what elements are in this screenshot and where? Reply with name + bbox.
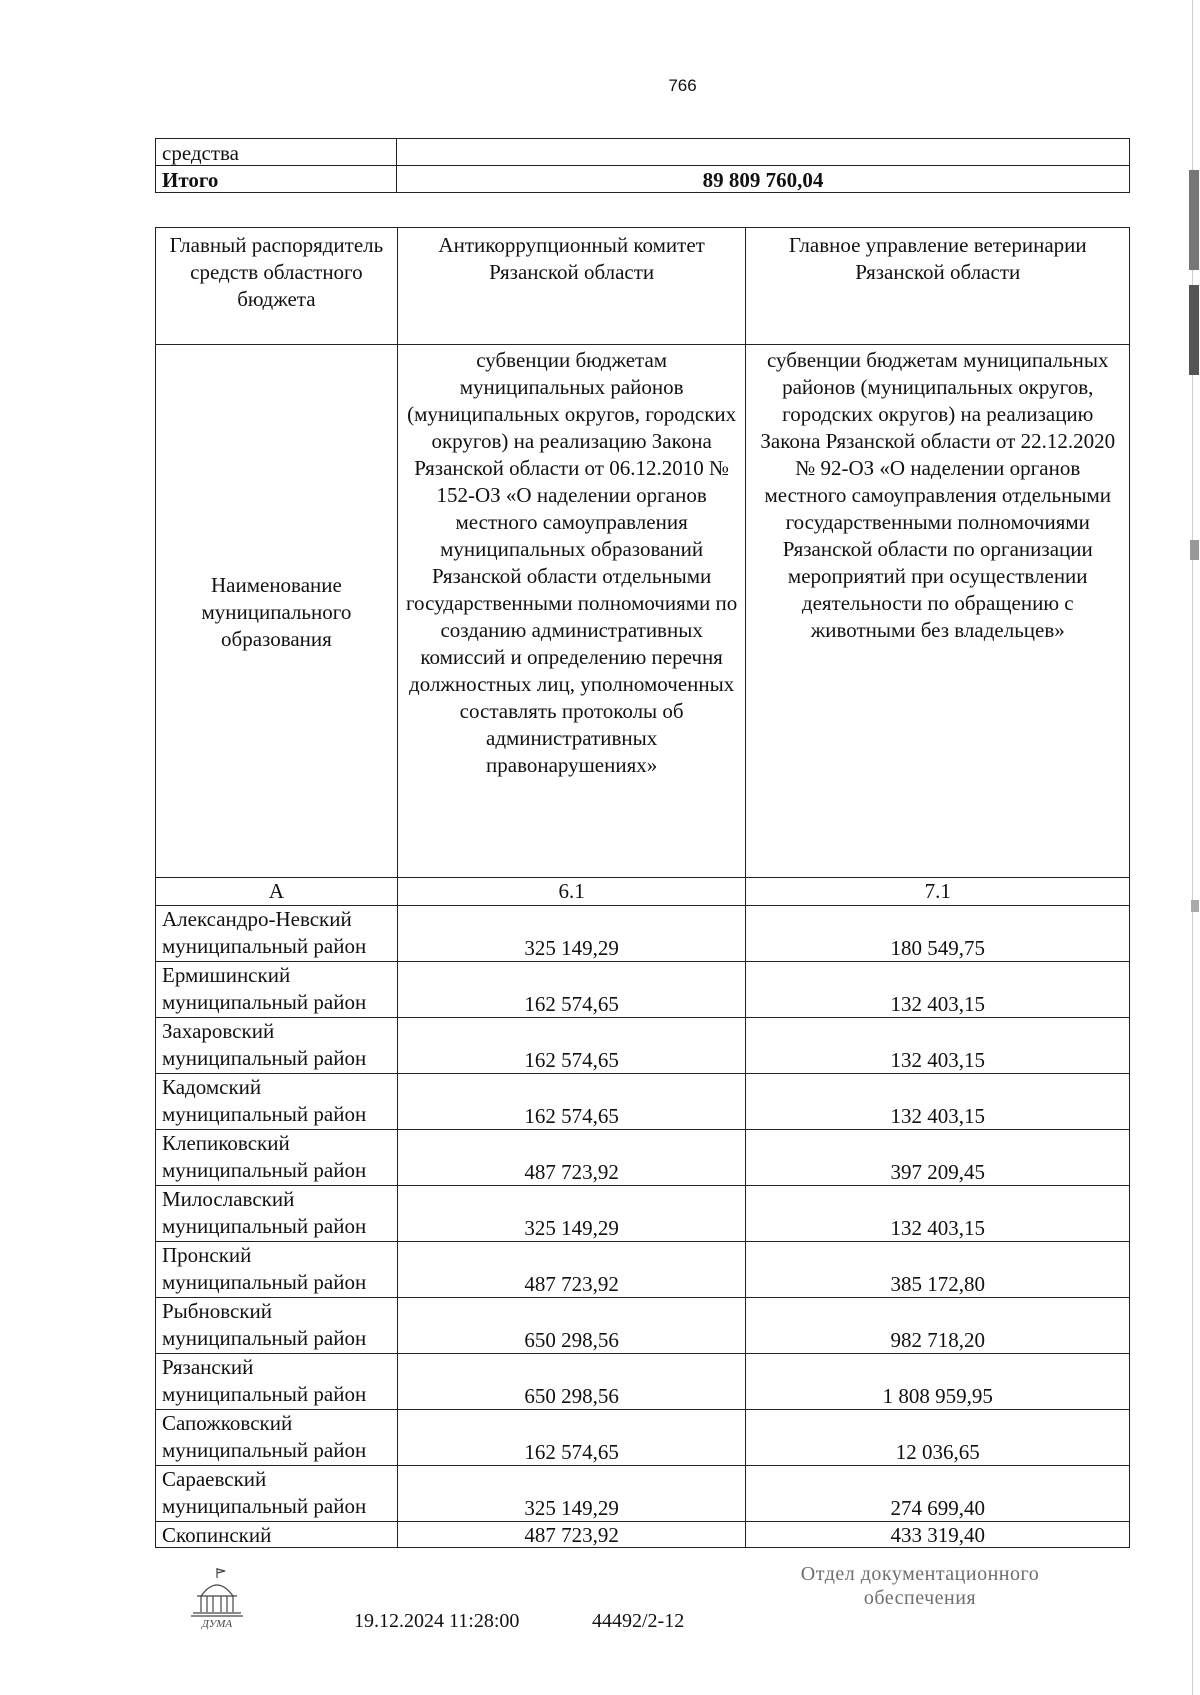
municipality-name — [156, 1130, 398, 1186]
header-veterinary-department: Главное управление ветеринарии Рязанской области — [746, 228, 1130, 345]
amount-7-1: 12 036,65 — [746, 1410, 1130, 1466]
amount-7-1: 132 403,15 — [746, 1074, 1130, 1130]
amount-7-1: 274 699,40 — [746, 1466, 1130, 1522]
table-row — [156, 1130, 1130, 1186]
header-anticorruption-committee: Антикоррупционный комитет Рязанской области — [397, 228, 746, 345]
municipality-name-line1: Сараевский — [162, 1467, 267, 1491]
municipality-name — [156, 1354, 398, 1410]
municipality-name — [156, 906, 398, 962]
department-stamp — [770, 1562, 1070, 1610]
municipality-name-line2: муниципальный район — [162, 1214, 367, 1238]
municipality-name — [156, 1242, 398, 1298]
amount-6-1: 487 723,92 — [397, 1522, 746, 1548]
table-row — [156, 1298, 1130, 1354]
municipality-name-line1: Захаровский — [162, 1019, 275, 1043]
municipality-name-line1: Клепиковский — [162, 1131, 290, 1155]
table-row — [156, 962, 1130, 1018]
municipality-name-line1: Ермишинский — [162, 963, 291, 987]
top-row-funds — [156, 139, 1130, 166]
amount-6-1: 325 149,29 — [397, 906, 746, 962]
municipality-name-line1: Милославский — [162, 1187, 295, 1211]
municipality-name-line2: муниципальный район — [162, 934, 367, 958]
amount-6-1: 162 574,65 — [397, 1074, 746, 1130]
table-row — [156, 1242, 1130, 1298]
top-row-funds-value — [397, 139, 1130, 166]
column-index-7-1: 7.1 — [746, 878, 1130, 906]
amount-7-1: 385 172,80 — [746, 1242, 1130, 1298]
table-row — [156, 1466, 1130, 1522]
municipality-name-line2: муниципальный район — [162, 1438, 367, 1462]
amount-6-1: 162 574,65 — [397, 1018, 746, 1074]
municipality-name-line1: Кадомский — [162, 1075, 262, 1099]
amount-6-1: 325 149,29 — [397, 1466, 746, 1522]
top-row-funds-label: средства — [156, 139, 397, 166]
amount-7-1: 1 808 959,95 — [746, 1354, 1130, 1410]
total-label: Итого — [156, 166, 397, 193]
municipality-name-line2: муниципальный район — [162, 1046, 367, 1070]
amount-7-1: 982 718,20 — [746, 1298, 1130, 1354]
municipality-name-line1: Рыбновский — [162, 1299, 273, 1323]
column-index-a: А — [156, 878, 398, 906]
municipality-name — [156, 1074, 398, 1130]
municipality-name-line2: муниципальный район — [162, 990, 367, 1014]
top-table — [155, 138, 1130, 193]
amount-7-1: 132 403,15 — [746, 1018, 1130, 1074]
table-row — [156, 1186, 1130, 1242]
table-row — [156, 1410, 1130, 1466]
department-stamp-line2: обеспечения — [863, 1587, 977, 1609]
municipality-name — [156, 1410, 398, 1466]
duma-logo-text: ДУМА — [201, 1618, 233, 1630]
amount-6-1: 650 298,56 — [397, 1354, 746, 1410]
amount-6-1: 650 298,56 — [397, 1298, 746, 1354]
municipality-name-line2: муниципальный район — [162, 1270, 367, 1294]
amount-6-1: 162 574,65 — [397, 1410, 746, 1466]
municipality-name-line1: Рязанский — [162, 1355, 254, 1379]
municipality-name — [156, 1298, 398, 1354]
municipality-name: Скопинский — [156, 1522, 398, 1548]
amount-7-1: 132 403,15 — [746, 962, 1130, 1018]
column-index-6-1: 6.1 — [397, 878, 746, 906]
municipality-name-label: Наименование муниципального образования — [156, 345, 398, 878]
page-number: 766 — [668, 76, 697, 95]
municipality-name-line2: муниципальный район — [162, 1102, 367, 1126]
duma-logo-icon — [187, 1566, 247, 1632]
amount-7-1: 433 319,40 — [746, 1522, 1130, 1548]
municipality-name-line2: муниципальный район — [162, 1158, 367, 1182]
top-row-total — [156, 166, 1130, 193]
header-main-manager: Главный распорядитель средств областного бюджета — [156, 228, 398, 345]
amount-7-1: 180 549,75 — [746, 906, 1130, 962]
municipality-name-line2: муниципальный район — [162, 1326, 367, 1350]
table-row — [156, 1018, 1130, 1074]
column-index-row — [156, 878, 1130, 906]
table-row — [156, 1354, 1130, 1410]
amount-6-1: 162 574,65 — [397, 962, 746, 1018]
amount-6-1: 325 149,29 — [397, 1186, 746, 1242]
amount-6-1: 487 723,92 — [397, 1242, 746, 1298]
amount-7-1: 397 209,45 — [746, 1130, 1130, 1186]
table-row — [156, 1522, 1130, 1548]
document-datetime: 19.12.2024 11:28:00 — [354, 1610, 520, 1632]
amount-7-1: 132 403,15 — [746, 1186, 1130, 1242]
municipality-name — [156, 962, 398, 1018]
municipality-rows — [156, 906, 1130, 1522]
municipality-name-line2: муниципальный район — [162, 1382, 367, 1406]
municipality-name-line1: Сапожковский — [162, 1411, 293, 1435]
municipality-name — [156, 1186, 398, 1242]
total-value: 89 809 760,04 — [397, 166, 1130, 193]
municipality-name-line2: муниципальный район — [162, 1494, 367, 1518]
municipality-name-line1: Александро-Невский — [162, 907, 352, 931]
description-row — [156, 345, 1130, 878]
table-row — [156, 906, 1130, 962]
amount-6-1: 487 723,92 — [397, 1130, 746, 1186]
header-row — [156, 228, 1130, 345]
subvention-table — [155, 227, 1130, 1548]
registration-number: 44492/2-12 — [592, 1610, 685, 1632]
municipality-name-line1: Пронский — [162, 1243, 252, 1267]
scan-edge-artifact — [1186, 0, 1200, 1695]
municipality-name — [156, 1466, 398, 1522]
subvention-description-7-1: субвенции бюджетам муниципальных районов (муниципальных округов, городских округов) на реализацию Закона Рязанской области от 22.12.2020 № 92-ОЗ «О наделении органов местного самоуправления отдельными государственными полномочиями Рязанской области по организации мероприятий при осуществлении деятельности по обращению с животными без владельцев» — [746, 345, 1130, 878]
table-row — [156, 1074, 1130, 1130]
department-stamp-line1: Отдел документационного — [800, 1563, 1040, 1585]
municipality-name — [156, 1018, 398, 1074]
subvention-description-6-1: субвенции бюджетам муниципальных районов (муниципальных округов, городских округов) на реализацию Закона Рязанской области от 06.12.2010 № 152-ОЗ «О наделении органов местного самоуправления муниципальных образований Рязанской области отдельными государственными полномочиями по созданию административных комиссий и определению перечня должностных лиц, уполномоченных составлять протоколы об административных правонарушениях» — [397, 345, 746, 878]
